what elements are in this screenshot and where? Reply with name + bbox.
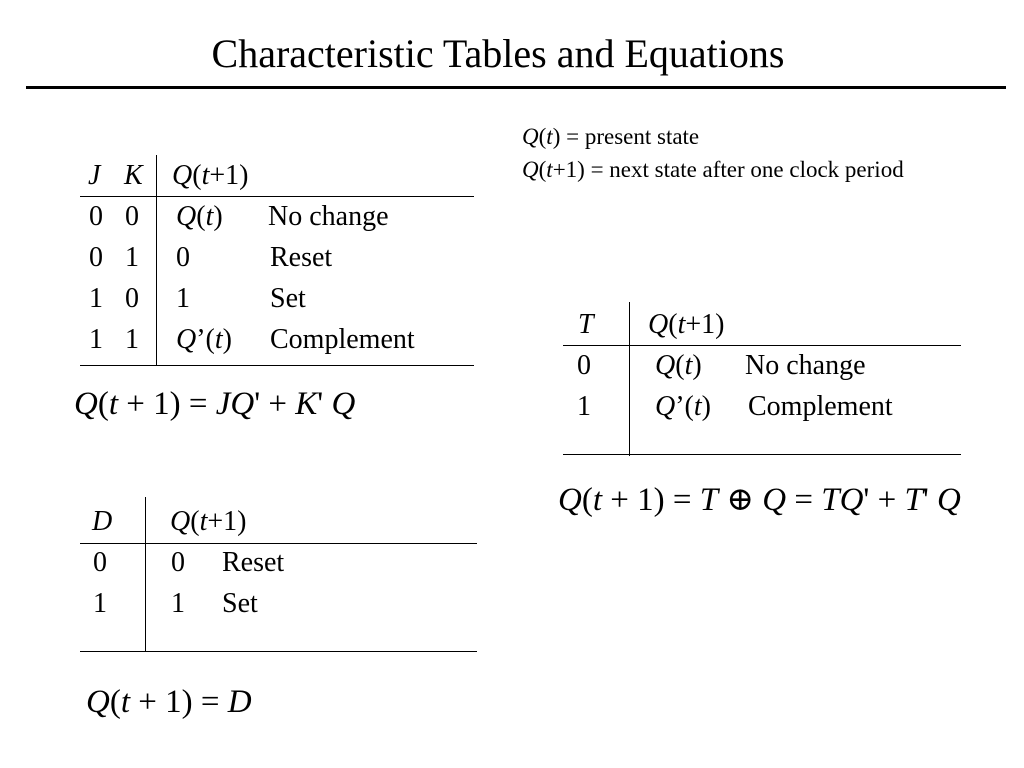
d-row-2-next: 1 <box>171 588 185 619</box>
t-bottom-rule <box>563 454 961 455</box>
jk-row-2-desc: Reset <box>270 242 333 273</box>
t-row-2-next: Q’(t) <box>655 391 711 422</box>
jk-row-4-j: 1 <box>89 324 103 355</box>
jk-row-2-k: 1 <box>125 242 139 273</box>
d-row-1-next: 0 <box>171 547 185 578</box>
jk-row-1-desc: No change <box>268 201 389 232</box>
jk-row-1-k: 0 <box>125 201 139 232</box>
d-header-d: D <box>92 506 113 537</box>
d-characteristic-equation: Q(t + 1) = D <box>86 684 252 720</box>
jk-header-j: J <box>88 160 101 191</box>
jk-row-3-desc: Set <box>270 283 306 314</box>
d-header-next-state: Q(t+1) <box>170 506 247 537</box>
jk-row-1-j: 0 <box>89 201 103 232</box>
jk-column-divider <box>156 155 157 365</box>
t-header-next-state: Q(t+1) <box>648 309 725 340</box>
jk-bottom-rule <box>80 365 474 366</box>
d-row-2-d: 1 <box>93 588 107 619</box>
jk-row-4-desc: Complement <box>270 324 415 355</box>
d-row-1-desc: Reset <box>222 547 285 578</box>
jk-row-4-next: Q’(t) <box>176 324 232 355</box>
jk-row-1-next: Q(t) <box>176 201 223 232</box>
t-characteristic-equation: Q(t + 1) = T ⊕ Q = TQ' + T' Q <box>558 482 961 518</box>
t-row-2-desc: Complement <box>748 391 893 422</box>
title-rule <box>26 86 1006 89</box>
t-header-rule <box>563 345 961 346</box>
jk-characteristic-equation: Q(t + 1) = JQ' + K' Q <box>74 386 356 422</box>
jk-header-next-state: Q(t+1) <box>172 160 249 191</box>
d-row-2-desc: Set <box>222 588 258 619</box>
jk-header-rule <box>80 196 474 197</box>
d-row-1-d: 0 <box>93 547 107 578</box>
jk-row-3-j: 1 <box>89 283 103 314</box>
t-row-2-t: 1 <box>577 391 591 422</box>
jk-row-3-k: 0 <box>125 283 139 314</box>
d-bottom-rule <box>80 651 477 652</box>
t-row-1-t: 0 <box>577 350 591 381</box>
t-column-divider <box>629 302 630 456</box>
jk-row-2-next: 0 <box>176 242 190 273</box>
definition-next-state: Q(t+1) = next state after one clock period <box>522 157 904 182</box>
t-row-1-next: Q(t) <box>655 350 702 381</box>
jk-row-3-next: 1 <box>176 283 190 314</box>
slide-title: Characteristic Tables and Equations <box>211 31 785 76</box>
t-header-t: T <box>578 309 594 340</box>
jk-row-2-j: 0 <box>89 242 103 273</box>
jk-row-4-k: 1 <box>125 324 139 355</box>
d-column-divider <box>145 497 146 652</box>
d-header-rule <box>80 543 477 544</box>
t-row-1-desc: No change <box>745 350 866 381</box>
jk-header-k: K <box>124 160 143 191</box>
definition-present-state: Q(t) = present state <box>522 124 700 149</box>
